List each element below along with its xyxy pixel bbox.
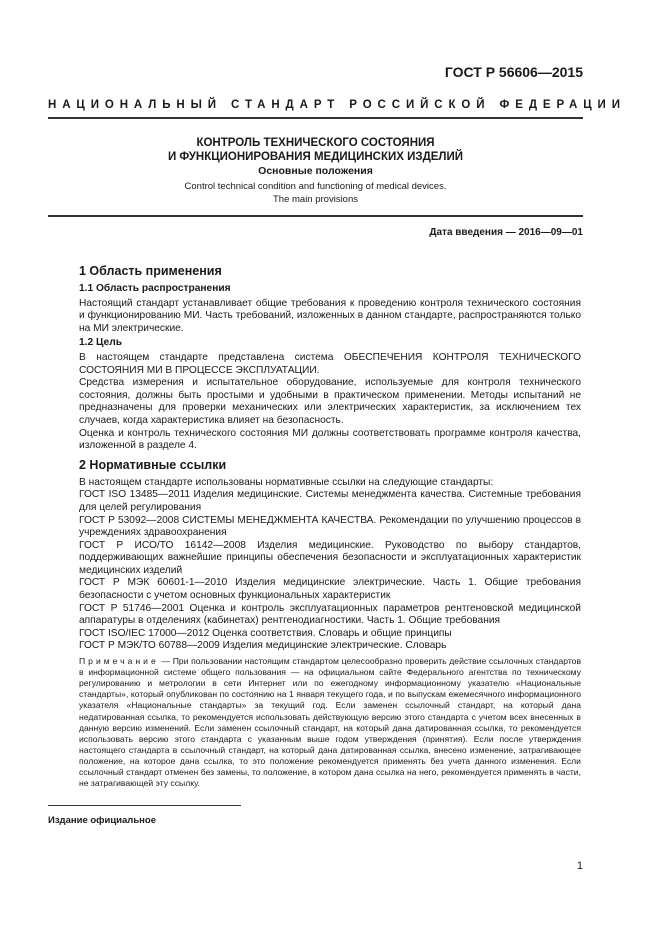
footer-rule [48, 805, 241, 806]
document-body [79, 263, 581, 789]
note-text: — При пользовании настоящим стандартом целесообразно проверить действие ссылочных стандартов в информационной системе общего пользования — на официальном сайте Федерального агентства по техническому регулированию и метрологии в сети Интернет или по ежегодному информационному указателю «Национальные стандарты», который опубликован по состоянию на 1 января текущего года, и по выпускам ежемесячного информационного указателя «Национальные стандарты» за текущий год. Если заменен ссылочный стандарт, на который дана недатированная ссылка, то рекомендуется использовать действующую версию этого стандарта с учетом всех внесенных в данную версию изменений. Если заменен ссылочный стандарт, на который дана датированная ссылка, то рекомендуется использовать версию этого стандарта с указанным выше годом утверждения (принятия). Если после утверждения настоящего стандарта в ссылочный стандарт, на который дана датированная ссылка, внесено изменение, затрагивающее положение, на которое дана ссылка, то это положение рекомендуется применять без учета данного изменения. Если ссылочный стандарт отменен без замены, то положение, в котором дана ссылка на него, рекомендуется применять в части, не затрагивающей эту ссылку. [79, 656, 582, 789]
reference-item: ГОСТ Р МЭК/ТО 60788—2009 Изделия медицинские электрические. Словарь [79, 640, 447, 652]
title-line-1: КОНТРОЛЬ ТЕХНИЧЕСКОГО СОСТОЯНИЯ [196, 137, 435, 149]
reference-item: ГОСТ Р 53092—2008 СИСТЕМЫ МЕНЕДЖМЕНТА КАЧЕСТВА. Рекомендации по улучшению процессов в учреждениях здравоохранения [79, 514, 581, 539]
title-rule [48, 215, 583, 217]
section-1-2-heading: 1.2 Цель [79, 337, 122, 349]
official-edition-label: Издание официальное [48, 815, 156, 826]
document-subtitle: Основные положения [258, 165, 373, 177]
title-line-2: И ФУНКЦИОНИРОВАНИЯ МЕДИЦИНСКИХ ИЗДЕЛИЙ [167, 151, 464, 163]
english-title [48, 181, 583, 206]
section-1-heading: 1 Область применения [79, 264, 222, 278]
section-2-paragraph: В настоящем стандарте использованы нормативные ссылки на следующие стандарты: [79, 476, 494, 488]
english-title-line-1: Control technical condition and functioning of medical devices. [184, 181, 447, 192]
header-rule [48, 117, 583, 119]
english-title-line-2: The main provisions [272, 193, 358, 205]
page-number: 1 [576, 860, 583, 872]
national-standard-banner: НАЦИОНАЛЬНЫЙ СТАНДАРТ РОССИЙСКОЙ ФЕДЕРАЦИИ [48, 99, 626, 111]
reference-item: ГОСТ ISO 13485—2011 Изделия медицинские. Системы менеджмента качества. Системные требования для целей регулирования [79, 489, 581, 513]
section-1-2-paragraph-3: Оценка и контроль технического состояния МИ должны соответствовать программе контроля качества, изложенной в разделе 4. [79, 427, 581, 452]
section-1-1-paragraph: Настоящий стандарт устанавливает общие требования к проведению контроля технического состояния и функционированию МИ. Часть требований, изложенных в данном стандарте, распространяются только на МИ электрические. [79, 297, 581, 334]
section-1-1-heading: 1.1 Область распространения [79, 283, 231, 294]
reference-item: ГОСТ ISO/IEC 17000—2012 Оценка соответствия. Словарь и общие принципы [79, 627, 452, 639]
standard-code: ГОСТ Р 56606—2015 [444, 64, 583, 80]
document-title [48, 136, 583, 164]
reference-item: ГОСТ Р ИСО/ТО 16142—2008 Изделия медицинские. Руководство по выбору стандартов, поддерживающих важнейшие принципы обеспечения безопасности и эксплуатационных характеристик медицинских изделий [79, 539, 581, 576]
section-2-heading: 2 Нормативные ссылки [79, 457, 227, 472]
introduction-date: Дата введения — 2016—09—01 [429, 227, 583, 238]
section-1-2-paragraph-2: Средства измерения и испытательное оборудование, используемые для контроля технического состояния, должны быть простыми и удобными в практическом применении. Методы испытаний не предназначены для проверки механических или электрических характеристик, за исключением тех случаев, когда характеристика влияет на безопасность. [79, 377, 581, 426]
reference-item: ГОСТ Р МЭК 60601-1—2010 Изделия медицинские электрические. Часть 1. Общие требования безопасности с учетом основных функциональных характеристик [79, 577, 581, 602]
section-1-2-paragraph-1: В настоящем стандарте представлена система ОБЕСПЕЧЕНИЯ КОНТРОЛЯ ТЕХНИЧЕСКОГО СОСТОЯНИЯ МИ В ПРОЦЕССЕ ЭКСПЛУАТАЦИИ. [79, 351, 581, 376]
note-label: Примечание [79, 656, 159, 667]
note-paragraph [79, 656, 581, 789]
reference-item: ГОСТ Р 51746—2001 Оценка и контроль эксплуатационных параметров рентгеновской медицинской аппаратуры в отделениях (кабинетах) рентгенодиагностики. Часть 1. Общие требования [79, 602, 581, 627]
